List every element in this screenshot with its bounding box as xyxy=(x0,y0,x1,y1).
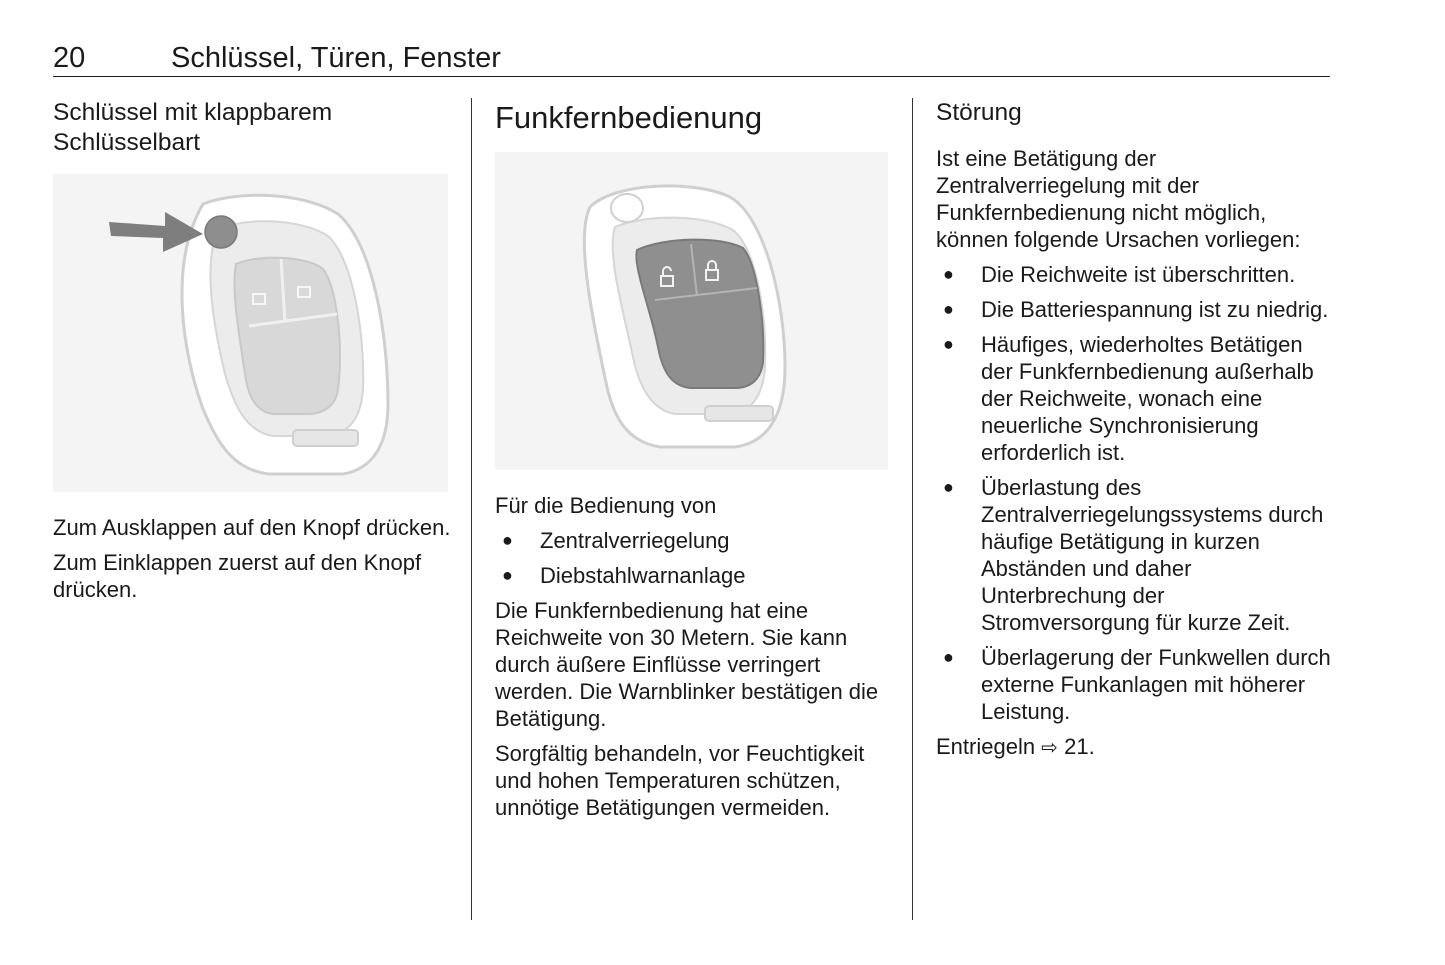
remote-key-illustration xyxy=(495,152,888,470)
folding-key-illustration xyxy=(53,174,448,492)
section-heading: Störung xyxy=(936,99,1022,126)
function-list xyxy=(495,527,890,589)
causes-list xyxy=(936,261,1336,725)
list-item: ● Zentralverriegelung xyxy=(495,527,890,554)
xref-text: Entriegeln xyxy=(936,734,1036,759)
section-heading: Funkfernbedienung xyxy=(495,100,763,135)
care-paragraph: Sorgfältig behandeln, vor Feuchtigkeit und hohen Temperaturen schützen, unnötige Betätigungen vermeiden. xyxy=(495,741,865,820)
page-number: 20 xyxy=(53,42,86,74)
intro-paragraph: Ist eine Betätigung der Zentralverriegelung mit der Funkfernbedienung nicht möglich, können folgende Ursachen vorliegen: xyxy=(936,146,1301,252)
column-folding-key xyxy=(53,98,453,603)
cross-reference xyxy=(936,733,1336,762)
column-divider xyxy=(471,98,472,920)
list-item: ● Diebstahlwarnanlage xyxy=(495,562,890,589)
section-heading: Schlüssel mit klappbarem Schlüsselbart xyxy=(53,99,333,156)
chapter-title: Schlüssel, Türen, Fenster xyxy=(171,42,501,74)
column-remote-control xyxy=(495,98,890,821)
list-item: ● Die Reichweite ist überschritten. xyxy=(936,261,1336,288)
range-paragraph: Die Funkfernbedienung hat eine Reichweite von 30 Metern. Sie kann durch äußere Einflüsse verringert werden. Die Warnblinker bestätigen die Betätigung. xyxy=(495,598,879,731)
instruction-paragraph: Zum Einklappen zuerst auf den Knopf drücken. xyxy=(53,550,422,602)
xref-page[interactable]: 21. xyxy=(1064,734,1095,759)
column-malfunction xyxy=(936,98,1336,762)
column-divider xyxy=(912,98,913,920)
list-item: ● Überlagerung der Funkwellen durch externe Funkanlagen mit höherer Leistung. xyxy=(936,644,1336,725)
list-item: ● Häufiges, wiederholtes Betätigen der Funkfernbedienung außerhalb der Reichweite, wonach eine neuerliche Synchronisierung erforderlich ist. xyxy=(936,331,1336,466)
list-item: ● Die Batteriespannung ist zu niedrig. xyxy=(936,296,1336,323)
list-item: ● Überlastung des Zentralverriegelungssystems durch häufige Betätigung in kurzen Abständen und daher Unterbrechung der Stromversorgung für kurze Zeit. xyxy=(936,474,1336,636)
arrow-right-icon: ⇨ xyxy=(1041,737,1058,759)
intro-paragraph: Für die Bedienung von xyxy=(495,493,717,518)
instruction-paragraph: Zum Ausklappen auf den Knopf drücken. xyxy=(53,515,451,540)
page-header xyxy=(53,40,1330,77)
